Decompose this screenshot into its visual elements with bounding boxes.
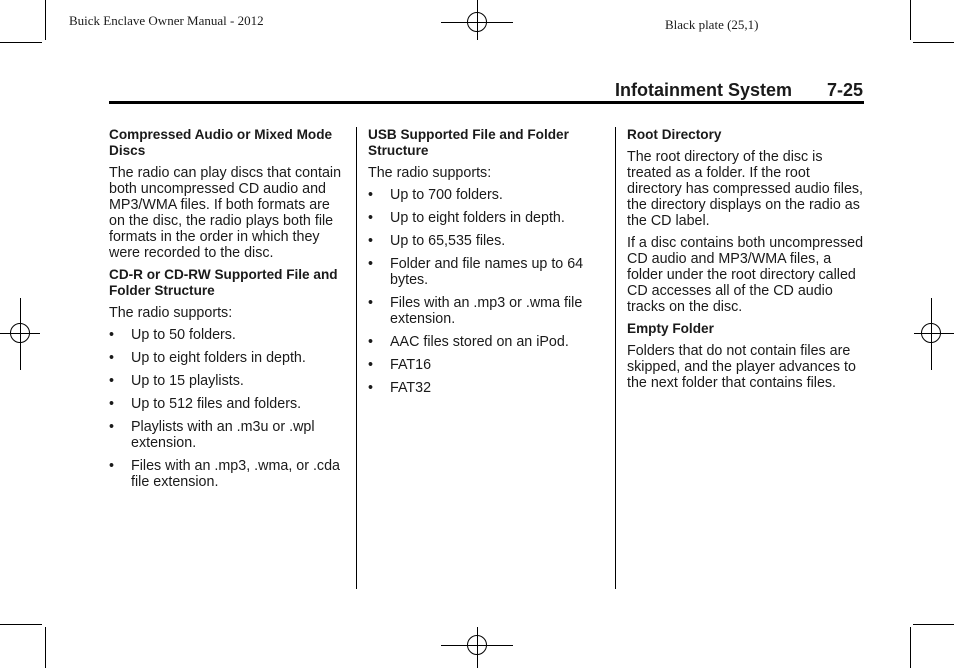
bullet-icon: •: [368, 334, 374, 350]
list-item: [368, 380, 608, 396]
subsection-heading: Root Directory: [627, 127, 722, 142]
list-item: [109, 373, 349, 389]
bullet-icon: •: [109, 458, 115, 474]
crop-mark-bottom-right-v: [910, 627, 911, 668]
list-item-text: Up to eight folders in depth.: [131, 350, 306, 366]
list-item: [109, 350, 349, 366]
body-paragraph: The radio supports:: [368, 165, 492, 181]
list-item-text: Up to 700 folders.: [390, 187, 503, 203]
list-item-text: Files with an .mp3, .wma, or .cda file extension.: [131, 458, 340, 490]
crop-mark-bottom-left-v: [45, 627, 46, 668]
crop-mark-bottom-right-h: [913, 624, 954, 625]
list-item: [109, 419, 349, 451]
bullet-icon: •: [109, 419, 115, 435]
body-paragraph: Folders that do not contain files are skipped, and the player advances to the next folder that contains files.: [627, 343, 856, 391]
bullet-icon: •: [368, 187, 374, 203]
list-item-text: Up to 15 playlists.: [131, 373, 244, 389]
list-item: [109, 327, 349, 343]
header-rule: [109, 101, 864, 104]
subsection-heading: Compressed Audio or Mixed Mode Discs: [109, 127, 333, 158]
list-item: [368, 233, 608, 249]
subsection-heading: CD-R or CD-RW Supported File and Folder Structure: [109, 267, 338, 298]
list-item: [368, 187, 608, 203]
crop-mark-top-left-v: [45, 0, 46, 40]
list-item: [109, 396, 349, 412]
column-divider: [615, 127, 616, 589]
crop-mark-bottom-left-h: [0, 624, 42, 625]
column-divider: [356, 127, 357, 589]
bullet-list: [368, 187, 608, 396]
crop-mark-top-left-h: [0, 42, 42, 43]
bullet-icon: •: [109, 327, 115, 343]
list-item-text: Up to 50 folders.: [131, 327, 236, 343]
list-item: [368, 256, 608, 288]
list-item: [368, 210, 608, 226]
body-paragraph: The root directory of the disc is treated as a folder. If the root directory has compressed audio files, the directory displays on the radio as the CD label.: [627, 149, 864, 229]
bullet-icon: •: [368, 357, 374, 373]
list-item-text: Up to eight folders in depth.: [390, 210, 565, 226]
bullet-icon: •: [368, 256, 374, 272]
bullet-icon: •: [368, 233, 374, 249]
bullet-icon: •: [368, 210, 374, 226]
manual-title: Buick Enclave Owner Manual - 2012: [69, 13, 264, 28]
list-item-text: AAC files stored on an iPod.: [390, 334, 569, 350]
list-item-text: FAT16: [390, 357, 432, 373]
section-title: Infotainment System: [615, 80, 793, 100]
list-item-text: Up to 512 files and folders.: [131, 396, 302, 412]
list-item: [368, 334, 608, 350]
bullet-list: [109, 327, 349, 490]
list-item-text: Playlists with an .m3u or .wpl extension.: [131, 419, 315, 451]
body-paragraph: The radio can play discs that contain both uncompressed CD audio and MP3/WMA files. If both formats are on the disc, the radio plays both file formats in the order in which they were recorded to the disc.: [109, 165, 342, 261]
plate-label: Black plate (25,1): [665, 17, 759, 32]
list-item: [368, 295, 608, 327]
list-item-text: Folder and file names up to 64 bytes.: [390, 256, 584, 288]
bullet-icon: •: [368, 295, 374, 311]
body-paragraph: If a disc contains both uncompressed CD audio and MP3/WMA files, a folder under the root directory called CD accesses all of the CD audio tracks on the disc.: [627, 235, 864, 315]
list-item: [109, 458, 349, 490]
column-3: [627, 127, 867, 397]
column-1: [109, 127, 349, 497]
column-2: [368, 127, 608, 403]
subsection-heading: Empty Folder: [627, 321, 714, 336]
list-item-text: Up to 65,535 files.: [390, 233, 506, 249]
crop-mark-top-right-h: [913, 42, 954, 43]
subsection-heading: USB Supported File and Folder Structure: [368, 127, 569, 158]
crop-mark-top-right-v: [910, 0, 911, 40]
bullet-icon: •: [109, 396, 115, 412]
bullet-icon: •: [368, 380, 374, 396]
list-item-text: Files with an .mp3 or .wma file extension.: [390, 295, 583, 327]
list-item: [368, 357, 608, 373]
bullet-icon: •: [109, 350, 115, 366]
body-paragraph: The radio supports:: [109, 305, 233, 321]
page-number: 7-25: [827, 80, 864, 100]
list-item-text: FAT32: [390, 380, 432, 396]
bullet-icon: •: [109, 373, 115, 389]
